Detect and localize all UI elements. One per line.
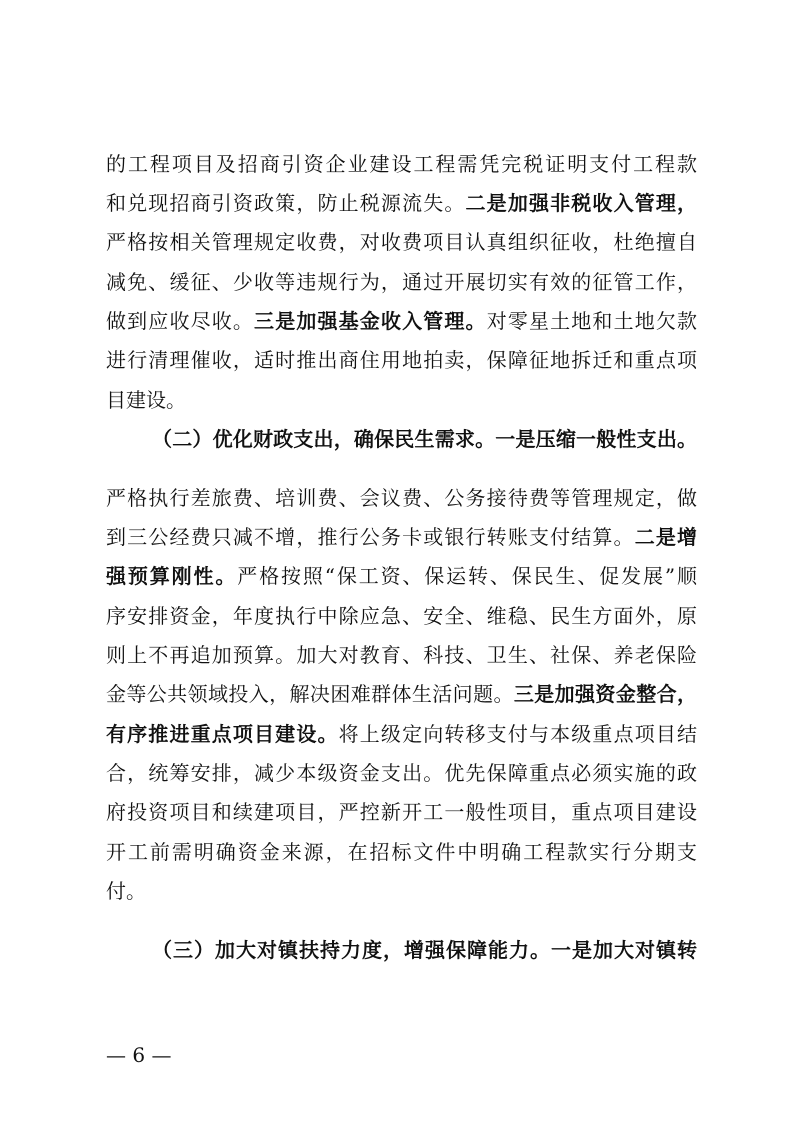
bold-heading-text: 三是加强资金整合， <box>513 682 698 706</box>
bold-heading-text: 有序推进重点项目建设。 <box>106 722 339 746</box>
body-text: 开工前需明确资金来源，在招标文件中明确工程款实行分期支 <box>106 840 697 864</box>
body-text: 目建设。 <box>106 388 186 412</box>
body-line <box>106 186 697 220</box>
body-text: 进行清理催收，适时推出商住用地拍卖，保障征地拆迁和重点项 <box>106 348 697 372</box>
body-text: 付。 <box>106 879 146 903</box>
body-text: 严格执行差旅费、培训费、会议费、公务接待费等管理规定，做 <box>106 486 697 510</box>
body-text: 严格按相关管理规定收费，对收费项目认真组织征收，杜绝擅自 <box>106 230 697 254</box>
body-line <box>106 383 697 417</box>
body-line <box>106 717 697 751</box>
body-text: 将上级定向转移支付与本级重点项目结 <box>338 722 698 746</box>
body-text: 对零星土地和土地欠款 <box>486 309 698 333</box>
body-line <box>106 481 697 515</box>
body-line <box>106 559 697 593</box>
body-line <box>106 304 697 338</box>
body-text: 金等公共领域投入，解决困难群体生活问题。 <box>106 682 514 706</box>
bold-heading-text: 一是加大对镇转 <box>551 938 697 962</box>
body-text: 的工程项目及招商引资企业建设工程需凭完税证明支付工程款 <box>106 152 697 176</box>
bold-heading-text: 三是加强基金收入管理。 <box>254 309 487 333</box>
body-line <box>106 599 697 633</box>
body-text: 序安排资金，年度执行中除应急、安全、维稳、民生方面外，原 <box>106 604 697 628</box>
section-heading-line <box>152 933 697 967</box>
body-line <box>106 638 697 672</box>
body-line <box>106 147 697 181</box>
bold-heading-text: 一是压缩一般性支出。 <box>495 427 698 451</box>
bold-heading-text: 强预算刚性。 <box>106 564 238 588</box>
body-line <box>106 874 697 908</box>
body-text: 府投资项目和续建项目，严控新开工一般性项目，重点项目建设 <box>106 800 697 824</box>
body-line <box>106 225 697 259</box>
body-text: 到三公经费只减不增，推行公务卡或银行转账支付结算。 <box>106 525 635 549</box>
body-text: 和兑现招商引资政策，防止税源流失。 <box>106 191 466 215</box>
section-heading: （二）优化财政支出，确保民生需求。 <box>152 427 496 451</box>
body-text: 做到应收尽收。 <box>106 309 255 333</box>
page-number: — 6 — <box>106 1043 172 1067</box>
body-line <box>106 343 697 377</box>
body-line <box>106 520 697 554</box>
body-text: 则上不再追加预算。加大对教育、科技、卫生、社保、养老保险 <box>106 643 697 667</box>
body-line <box>106 835 697 869</box>
section-heading: （三）加大对镇扶持力度，增强保障能力。 <box>152 938 551 962</box>
body-text: 合，统筹安排，减少本级资金支出。优先保障重点必须实施的政 <box>106 761 697 785</box>
body-line <box>106 795 697 829</box>
section-heading-line <box>152 422 697 456</box>
bold-heading-text: 二是增 <box>634 525 698 549</box>
body-line <box>106 756 697 790</box>
body-line <box>106 677 697 711</box>
body-text: 严格按照“保工资、保运转、保民生、促发展”顺 <box>237 564 697 588</box>
bold-heading-text: 二是加强非税收入管理， <box>465 191 698 215</box>
body-text: 减免、缓征、少收等违规行为，通过开展切实有效的征管工作， <box>106 270 697 294</box>
body-line <box>106 265 697 299</box>
